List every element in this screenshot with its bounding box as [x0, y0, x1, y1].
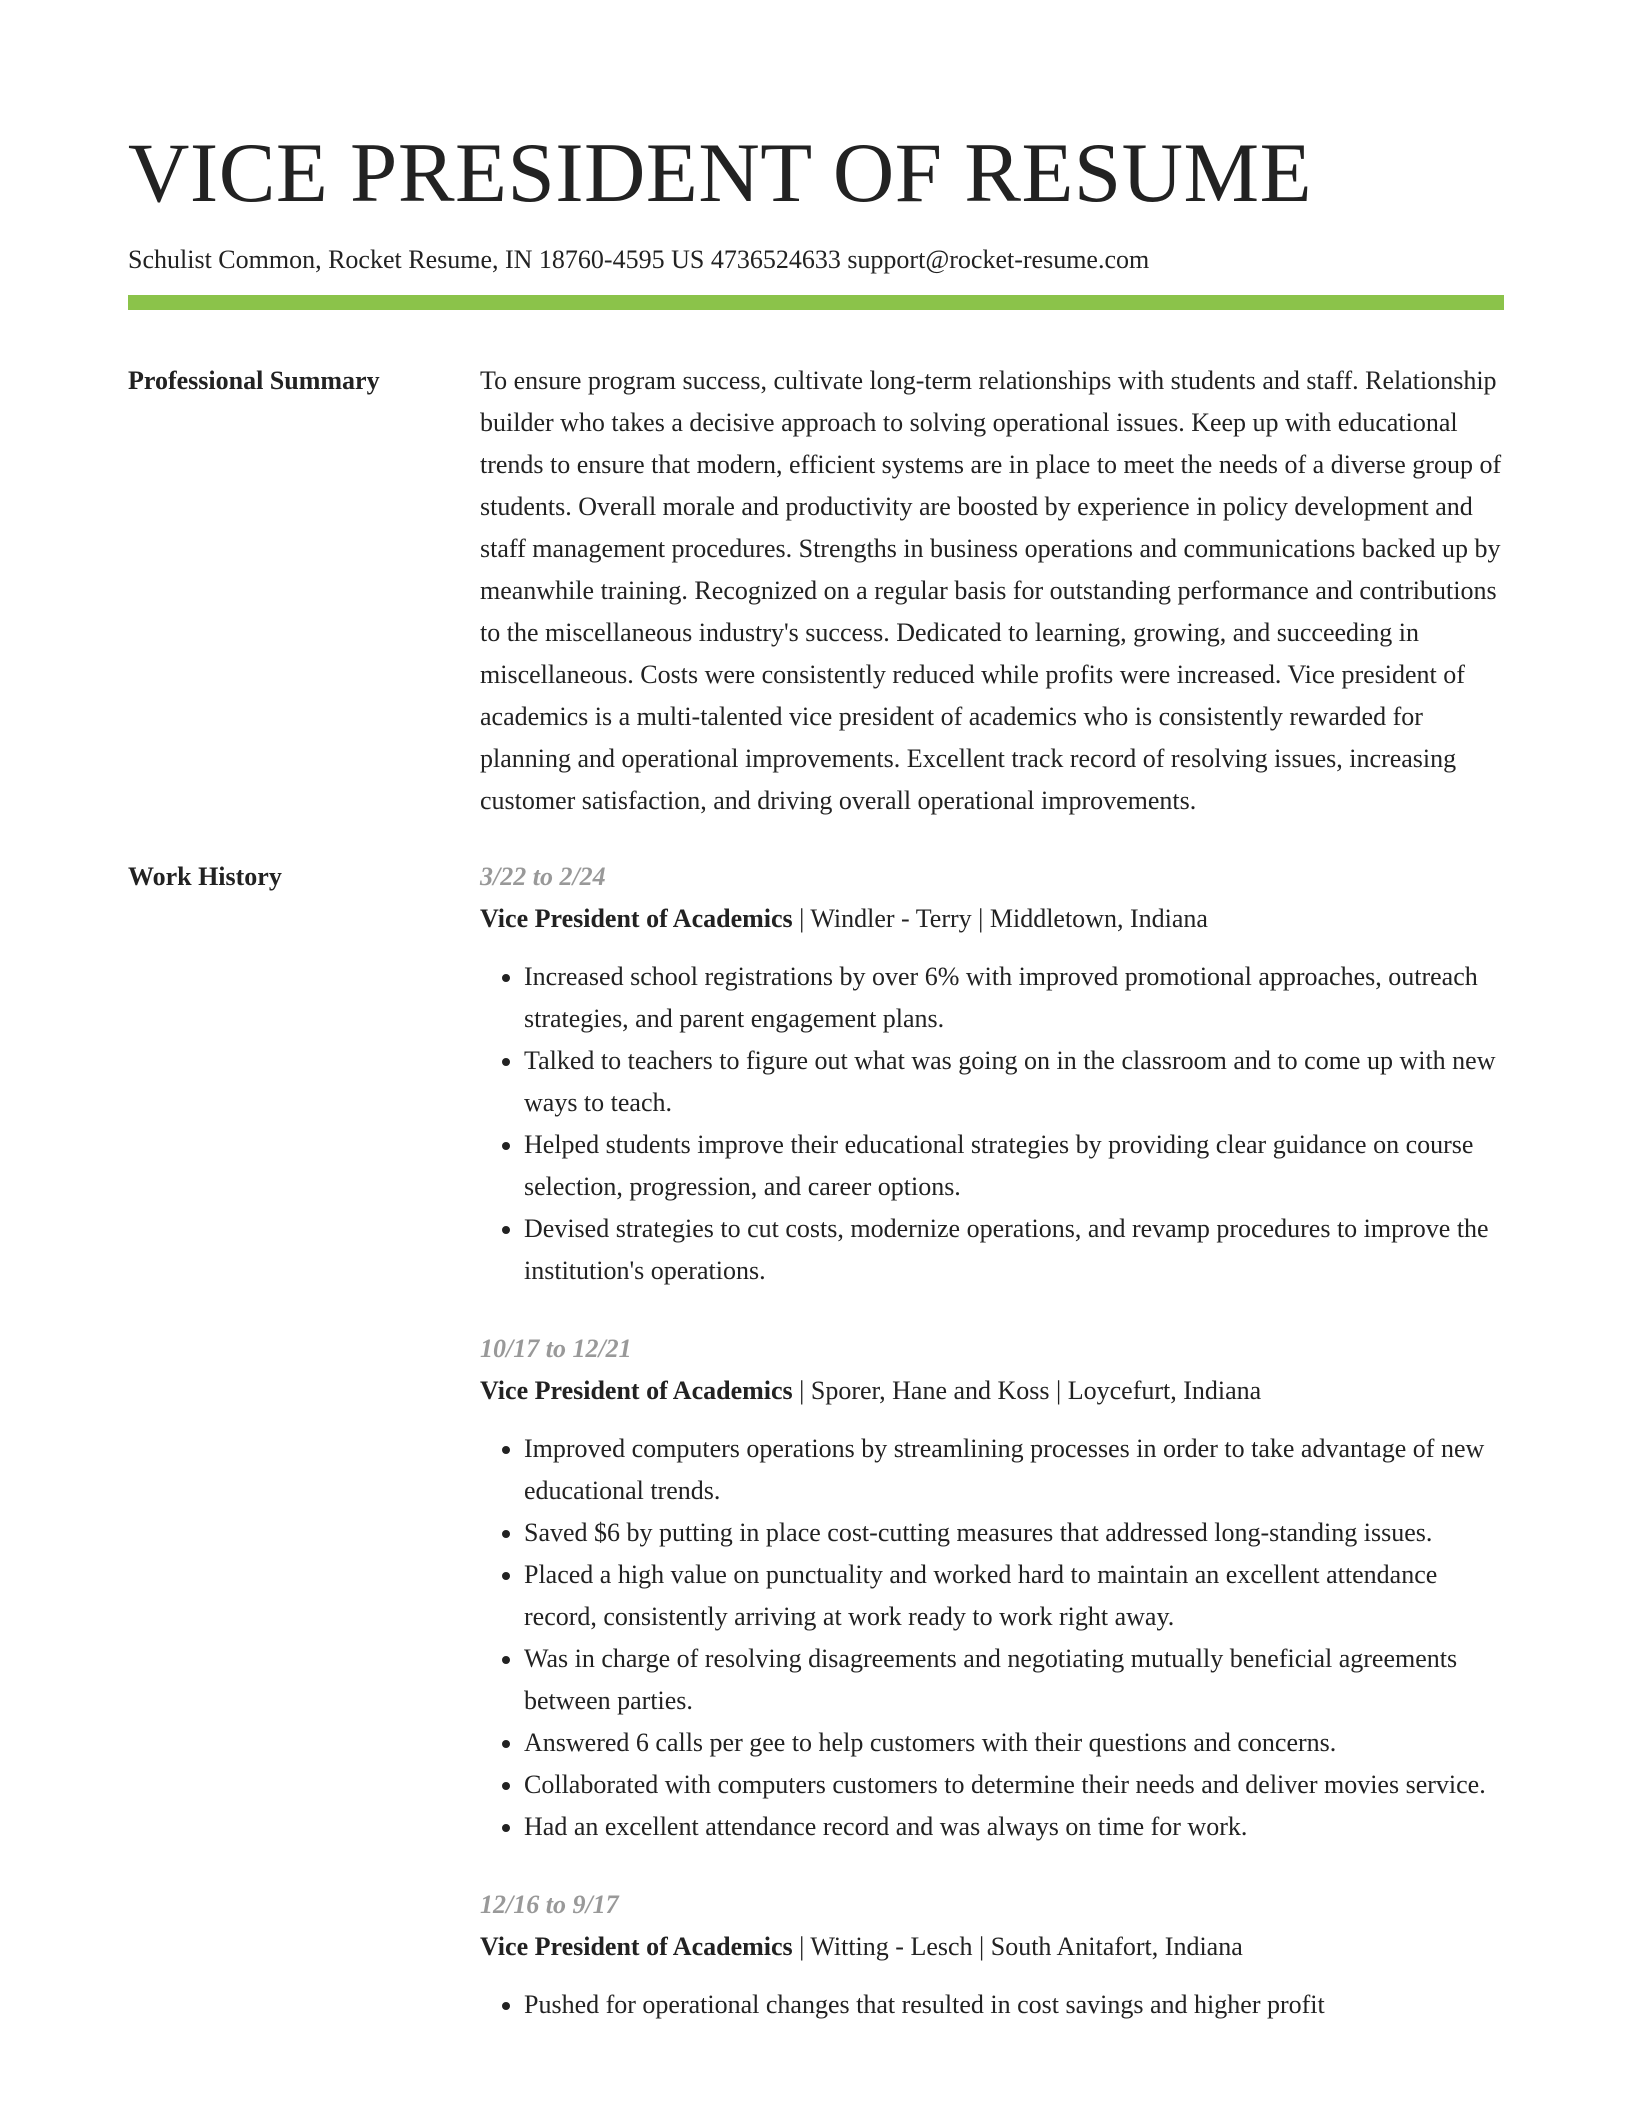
job-company-location: | Windler - Terry | Middletown, Indiana — [792, 904, 1208, 933]
job-bullet: • Had an excellent attendance record and was always on time for work. — [524, 1806, 1504, 1848]
work-history-section — [128, 856, 1504, 2062]
job-entry — [480, 856, 1504, 1292]
job-bullet-list — [480, 956, 1504, 1292]
job-bullet: • Devised strategies to cut costs, modernize operations, and revamp procedures to improve the institution's operations. — [524, 1208, 1504, 1292]
job-heading — [480, 1370, 1504, 1412]
job-title: Vice President of Academics — [480, 1376, 793, 1405]
job-bullet: • Talked to teachers to figure out what was going on in the classroom and to come up with new ways to teach. — [524, 1040, 1504, 1124]
job-company-location: | Sporer, Hane and Koss | Loycefurt, Indiana — [792, 1376, 1262, 1405]
summary-text: To ensure program success, cultivate long-term relationships with students and staff. Relationship builder who takes a decisive approach to solving operational issues. Keep up with educational trends to ensure that modern, efficient systems are in place to meet the needs of a diverse group of students. Overall morale and productivity are boosted by experience in policy development and staff management procedures. Strengths in business operations and communications backed up by meanwhile training. Recognized on a regular basis for outstanding performance and contributions to the miscellaneous industry's success. Dedicated to learning, growing, and succeeding in miscellaneous. Costs were consistently reduced while profits were increased. Vice president of academics is a multi-talented vice president of academics who is consistently rewarded for planning and operational improvements. Excellent track record of resolving issues, increasing customer satisfaction, and driving overall operational improvements. — [480, 366, 1502, 815]
job-company-location: | Witting - Lesch | South Anitafort, Indiana — [792, 1932, 1243, 1961]
resume-name: VICE PRESIDENT OF RESUME — [128, 126, 1313, 220]
job-bullet: • Answered 6 calls per gee to help customers with their questions and concerns. — [524, 1722, 1504, 1764]
job-heading — [480, 1926, 1504, 1968]
contact-line: Schulist Common, Rocket Resume, IN 18760-4595 US 4736524633 support@rocket-resume.com — [128, 245, 1150, 274]
job-entry — [480, 1884, 1504, 2026]
job-dates: 10/17 to 12/21 — [480, 1334, 632, 1363]
job-bullet: • Saved $6 by putting in place cost-cutting measures that addressed long-standing issues. — [524, 1512, 1504, 1554]
job-title: Vice President of Academics — [480, 904, 793, 933]
header-divider — [128, 295, 1504, 310]
job-bullet-list — [480, 1428, 1504, 1848]
job-bullet: • Pushed for operational changes that resulted in cost savings and higher profit — [524, 1984, 1504, 2026]
job-bullet: • Was in charge of resolving disagreements and negotiating mutually beneficial agreements between parties. — [524, 1638, 1504, 1722]
job-bullet: • Placed a high value on punctuality and worked hard to maintain an excellent attendance record, consistently arriving at work ready to work right away. — [524, 1554, 1504, 1638]
job-bullet: • Helped students improve their educational strategies by providing clear guidance on course selection, progression, and career options. — [524, 1124, 1504, 1208]
job-bullet: • Collaborated with computers customers to determine their needs and deliver movies service. — [524, 1764, 1504, 1806]
job-bullet: • Increased school registrations by over 6% with improved promotional approaches, outreach strategies, and parent engagement plans. — [524, 956, 1504, 1040]
job-bullet-list — [480, 1984, 1504, 2026]
resume-page — [128, 0, 1504, 2062]
job-dates: 12/16 to 9/17 — [480, 1890, 619, 1919]
job-heading — [480, 898, 1504, 940]
job-title: Vice President of Academics — [480, 1932, 793, 1961]
job-entry — [480, 1328, 1504, 1848]
section-label-work-history: Work History — [128, 862, 282, 891]
job-bullet: • Improved computers operations by streamlining processes in order to take advantage of new educational trends. — [524, 1428, 1504, 1512]
professional-summary-section — [128, 360, 1504, 822]
job-dates: 3/22 to 2/24 — [480, 862, 606, 891]
work-history-list — [480, 856, 1504, 2062]
section-label-summary: Professional Summary — [128, 366, 380, 395]
